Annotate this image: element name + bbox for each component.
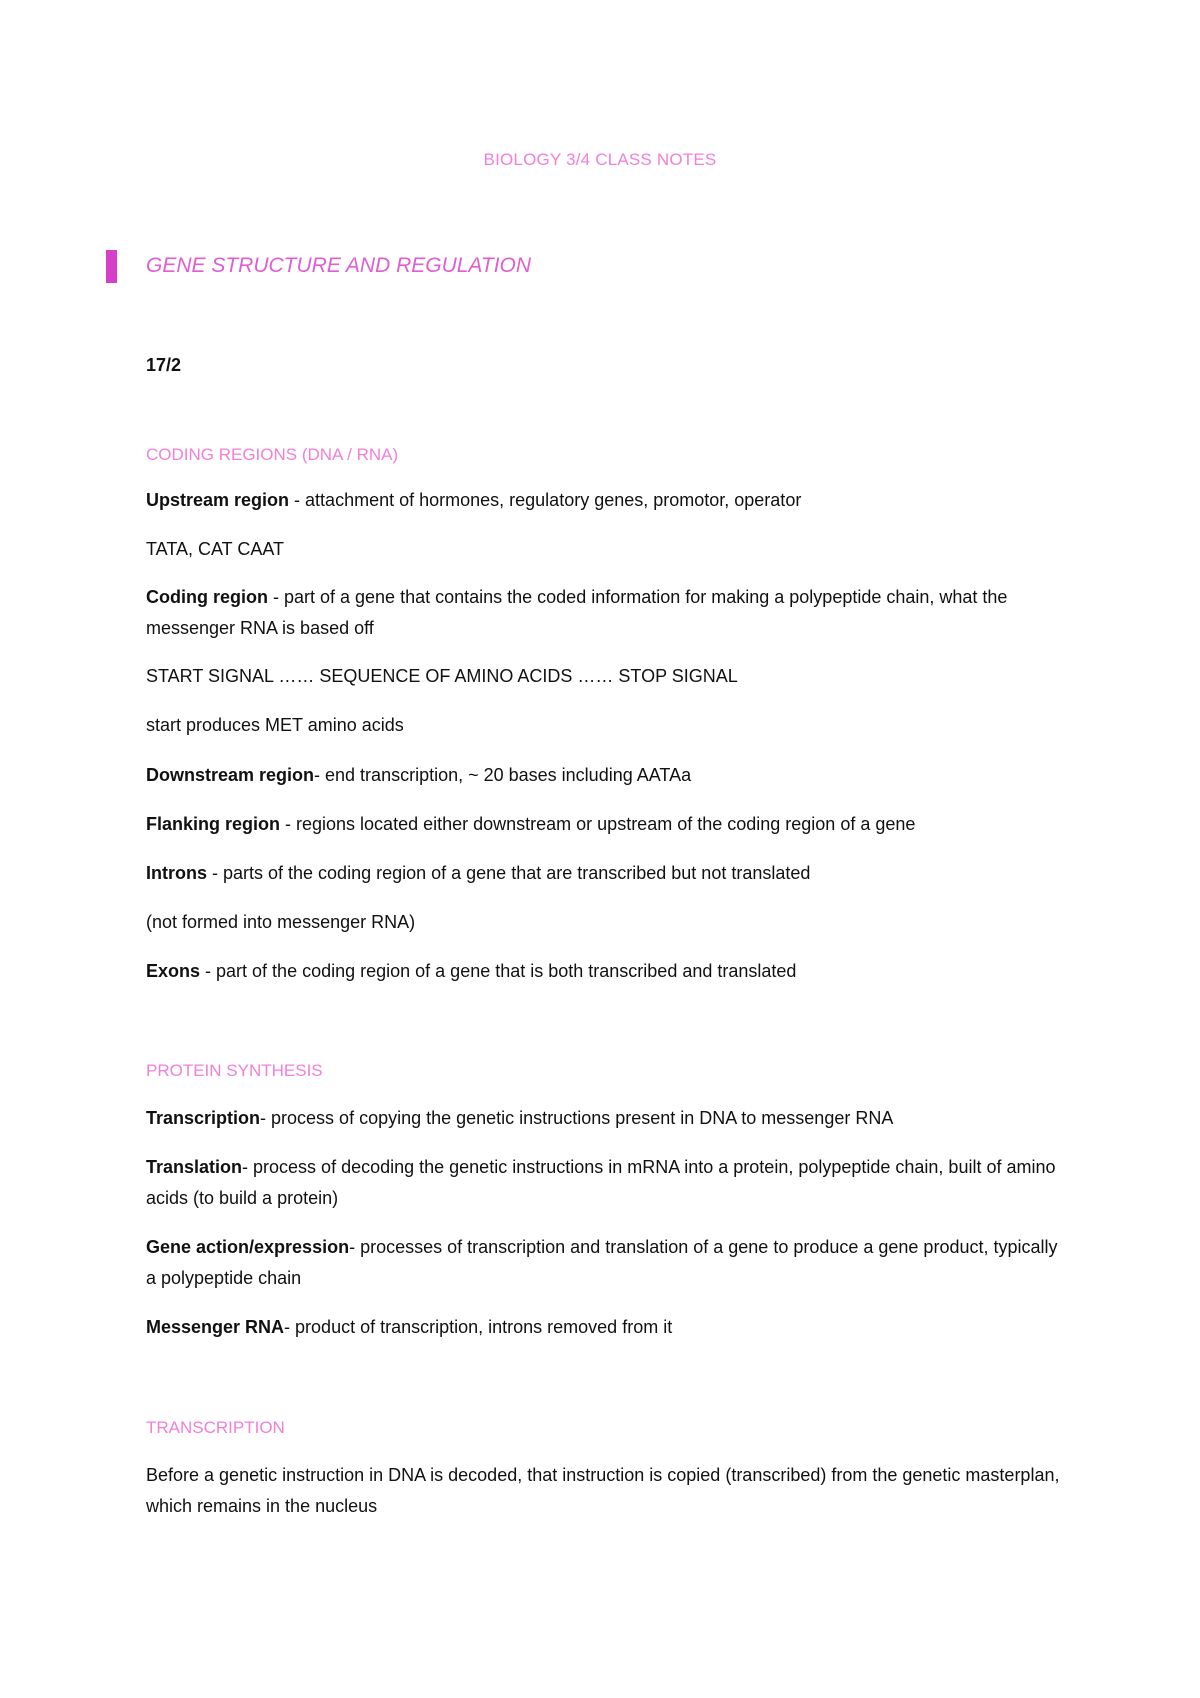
transcription-heading: TRANSCRIPTION bbox=[146, 1418, 285, 1437]
introns-definition: - parts of the coding region of a gene that are transcribed but not translated bbox=[207, 863, 811, 883]
downstream-region-definition: - end transcription, ~ 20 bases including AATAa bbox=[314, 765, 692, 785]
tata-line: TATA, CAT CAAT bbox=[146, 539, 285, 559]
transcription-definition: - process of copying the genetic instructions present in DNA to messenger RNA bbox=[260, 1108, 894, 1128]
transcription-body: Before a genetic instruction in DNA is decoded, that instruction is copied (transcribed) from the genetic masterplan, which remains in the nucleus bbox=[146, 1465, 1060, 1516]
gene-expression-entry bbox=[146, 1232, 1066, 1294]
messenger-rna-term: Messenger RNA bbox=[146, 1317, 285, 1337]
translation-term: Translation bbox=[146, 1157, 243, 1177]
section-marker-bar bbox=[106, 250, 117, 283]
gene-expression-definition: - processes of transcription and translation of a gene to produce a gene product, typically a polypeptide chain bbox=[146, 1237, 1058, 1288]
met-amino-acids-line: start produces MET amino acids bbox=[146, 715, 404, 735]
exons-term: Exons bbox=[146, 961, 201, 981]
transcription-term: Transcription bbox=[146, 1108, 261, 1128]
coding-region-term: Coding region bbox=[146, 587, 268, 607]
introns-entry bbox=[146, 858, 1066, 889]
translation-definition: - process of decoding the genetic instructions in mRNA into a protein, polypeptide chain, built of amino acids (to build a protein) bbox=[146, 1157, 1056, 1208]
upstream-region-entry bbox=[146, 485, 1066, 516]
flanking-region-definition: - regions located either downstream or upstream of the coding region of a gene bbox=[280, 814, 916, 834]
flanking-region-term: Flanking region bbox=[146, 814, 281, 834]
introns-term: Introns bbox=[146, 863, 207, 883]
downstream-region-term: Downstream region bbox=[146, 765, 315, 785]
coding-regions-heading: CODING REGIONS (DNA / RNA) bbox=[146, 445, 399, 464]
signal-sequence-line: START SIGNAL …… SEQUENCE OF AMINO ACIDS …… STOP SIGNAL bbox=[146, 666, 738, 686]
gene-expression-term: Gene action/expression bbox=[146, 1237, 350, 1257]
section-title: GENE STRUCTURE AND REGULATION bbox=[146, 254, 532, 277]
coding-region-entry bbox=[146, 582, 1066, 644]
coding-region-definition: - part of a gene that contains the coded information for making a polypeptide chain, what the messenger RNA is based off bbox=[146, 587, 1008, 638]
messenger-rna-definition: - product of transcription, introns removed from it bbox=[284, 1317, 673, 1337]
flanking-region-entry bbox=[146, 809, 1066, 840]
exons-entry bbox=[146, 956, 1066, 987]
upstream-region-definition: - attachment of hormones, regulatory genes, promotor, operator bbox=[289, 490, 802, 510]
introns-note: (not formed into messenger RNA) bbox=[146, 912, 416, 932]
transcription-entry bbox=[146, 1103, 1066, 1134]
translation-entry bbox=[146, 1152, 1066, 1214]
messenger-rna-entry bbox=[146, 1312, 1066, 1343]
exons-definition: - part of the coding region of a gene that is both transcribed and translated bbox=[200, 961, 797, 981]
protein-synthesis-heading: PROTEIN SYNTHESIS bbox=[146, 1061, 323, 1080]
document-title: BIOLOGY 3/4 CLASS NOTES bbox=[483, 150, 717, 169]
upstream-region-term: Upstream region bbox=[146, 490, 290, 510]
notes-date: 17/2 bbox=[146, 355, 182, 375]
downstream-region-entry bbox=[146, 760, 1066, 791]
